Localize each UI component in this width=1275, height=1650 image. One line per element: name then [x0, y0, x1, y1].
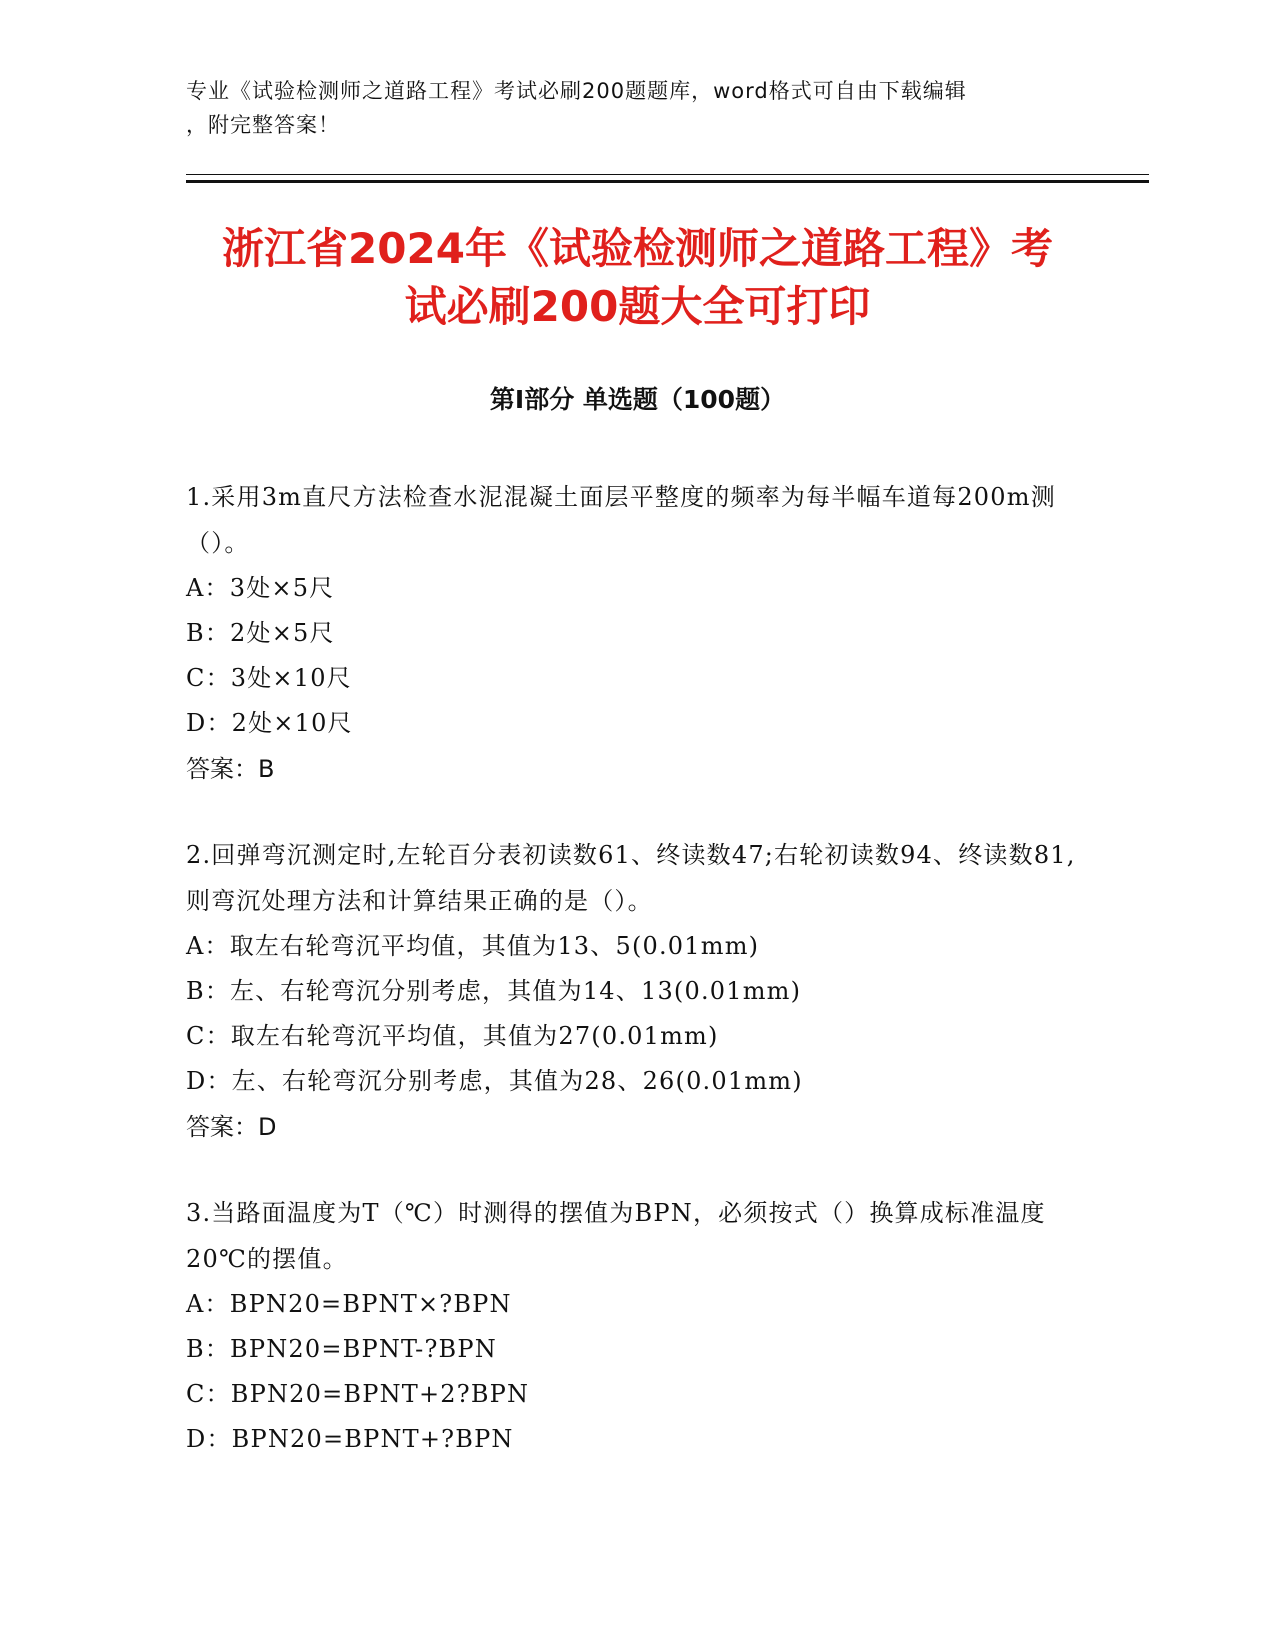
question-1	[186, 474, 1086, 792]
header-note-line-2: ，附完整答案！	[186, 113, 340, 137]
question-3	[186, 1190, 1086, 1462]
option-d: D：左、右轮弯沉分别考虑，其值为28、26(0.01mm)	[186, 1067, 803, 1095]
header-note	[186, 74, 1086, 142]
question-list	[186, 474, 1086, 1502]
option-c: C：3处×10尺	[186, 664, 352, 692]
question-stem: 1.采用3m直尺方法检查水泥混凝土面层平整度的频率为每半幅车道每200m测（）。	[186, 483, 1056, 557]
question-stem: 2.回弹弯沉测定时,左轮百分表初读数61、终读数47;右轮初读数94、终读数81,则弯沉处理方法和计算结果正确的是（）。	[186, 841, 1076, 915]
question-stem: 3.当路面温度为T（℃）时测得的摆值为BPN，必须按式（）换算成标准温度20℃的摆值。	[186, 1199, 1046, 1273]
document-title	[140, 220, 1135, 336]
option-a: A：3处×5尺	[186, 574, 335, 602]
answer-text: 答案：D	[186, 1113, 277, 1141]
option-b: B：左、右轮弯沉分别考虑，其值为14、13(0.01mm)	[186, 977, 802, 1005]
header-divider-thin	[186, 174, 1149, 175]
section-title: 第Ⅰ部分 单选题（100题）	[489, 385, 786, 414]
answer-text: 答案：B	[186, 755, 275, 783]
document-title-line-1: 浙江省2024年《试验检测师之道路工程》考	[222, 224, 1053, 273]
option-d: D：BPN20=BPNT+?BPN	[186, 1425, 514, 1453]
document-title-line-2: 试必刷200题大全可打印	[404, 282, 871, 331]
option-c: C：BPN20=BPNT+2?BPN	[186, 1380, 530, 1408]
option-b: B：BPN20=BPNT-?BPN	[186, 1335, 497, 1363]
option-a: A：BPN20=BPNT×?BPN	[186, 1290, 512, 1318]
option-c: C：取左右轮弯沉平均值，其值为27(0.01mm)	[186, 1022, 719, 1050]
question-2	[186, 832, 1086, 1150]
header-note-line-1: 专业《试验检测师之道路工程》考试必刷200题题库，word格式可自由下载编辑	[186, 79, 967, 103]
header-divider-thick	[186, 180, 1149, 183]
option-a: A：取左右轮弯沉平均值，其值为13、5(0.01mm)	[186, 932, 760, 960]
option-d: D：2处×10尺	[186, 709, 353, 737]
option-b: B：2处×5尺	[186, 619, 335, 647]
